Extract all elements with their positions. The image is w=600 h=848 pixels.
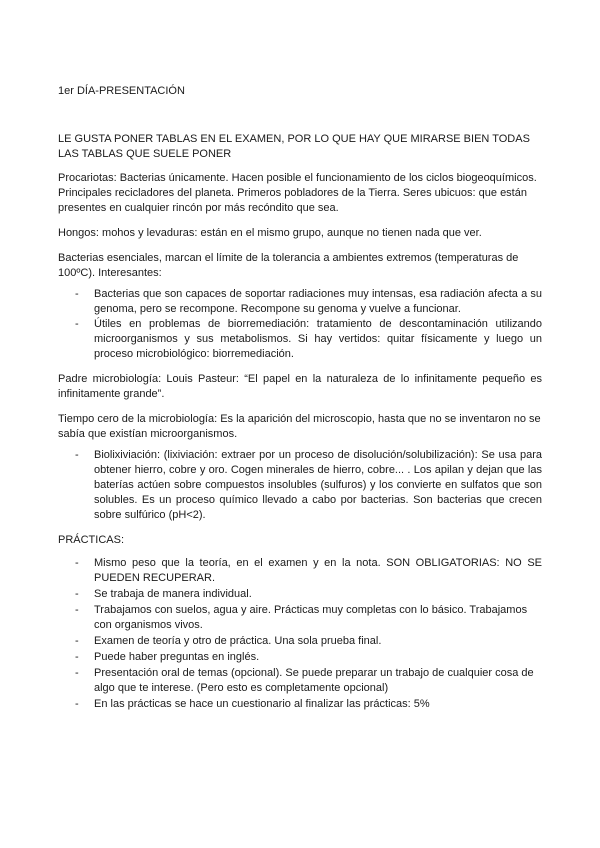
list-item: - Examen de teoría y otro de práctica. Una sola prueba final.: [58, 634, 542, 649]
list-item: - En las prácticas se hace un cuestionario al finalizar las prácticas: 5%: [58, 697, 542, 712]
interesantes-list: [58, 287, 542, 362]
paragraph-tiempo-cero: Tiempo cero de la microbiología: Es la aparición del microscopio, hasta que no se inventaron no se sabía que existían microorganismos.: [58, 413, 541, 440]
list-item: - Puede haber preguntas en inglés.: [58, 650, 542, 665]
paragraph-padre: Padre microbiología: Louis Pasteur: “El papel en la naturaleza de lo infinitamente pequeño es infinitamente grande”.: [58, 373, 542, 400]
paragraph-procariotas: Procariotas: Bacterias únicamente. Hacen posible el funcionamiento de los ciclos biogeoquímicos. Principales recicladores del planeta. Primeros pobladores de la Tierra. Seres ubicuos: que están presentes en cualquier rincón por más recóndito que sea.: [58, 172, 537, 214]
list-item: - Mismo peso que la teoría, en el examen y en la nota. SON OBLIGATORIAS: NO SE PUEDEN RECUPERAR.: [58, 556, 542, 586]
day-title: 1er DÍA-PRESENTACIÓN: [58, 85, 185, 97]
list-item: - Bacterias que son capaces de soportar radiaciones muy intensas, esa radiación afecta a su genoma, pero se recompone. Recompone su genoma y vuelve a funcionar.: [58, 287, 542, 317]
list-item: - Útiles en problemas de biorremediación: tratamiento de descontaminación utilizando microorganismos y sus metabolismos. Si hay vertidos: quitar físicamente y luego un proceso microbiológico: biorremediación.: [58, 317, 542, 362]
tables-note: LE GUSTA PONER TABLAS EN EL EXAMEN, POR LO QUE HAY QUE MIRARSE BIEN TODAS LAS TABLAS QUE SUELE PONER: [58, 133, 530, 160]
practicas-list: [58, 556, 542, 712]
document-page: [58, 84, 542, 722]
list-item: - Se trabaja de manera individual.: [58, 587, 542, 602]
list-item: - Presentación oral de temas (opcional). Se puede preparar un trabajo de cualquier cosa de algo que te interese. (Pero esto es completamente opcional): [58, 666, 542, 696]
list-item: - Biolixiviación: (lixiviación: extraer por un proceso de disolución/solubilización): Se usa para obtener hierro, cobre y oro. Cogen minerales de hierro, cobre... . Los apilan y dejan que las baterías actúen sobre compuestos insolubles (sulfuros) y los convierte en sulfatos que son solubles. Es un proceso químico llevado a cabo por bacterias. Son bacterias que crecen sobre sulfúrico (pH<2).: [58, 448, 542, 523]
biolixiviacion-list: [58, 448, 542, 523]
list-item: - Trabajamos con suelos, agua y aire. Prácticas muy completas con lo básico. Trabajamos con organismos vivos.: [58, 603, 542, 633]
paragraph-hongos: Hongos: mohos y levaduras: están en el mismo grupo, aunque no tienen nada que ver.: [58, 227, 482, 239]
practicas-title: PRÁCTICAS:: [58, 534, 125, 546]
paragraph-bacterias-esenciales: Bacterias esenciales, marcan el límite de la tolerancia a ambientes extremos (temperaturas de 100ºC). Interesantes:: [58, 252, 519, 279]
